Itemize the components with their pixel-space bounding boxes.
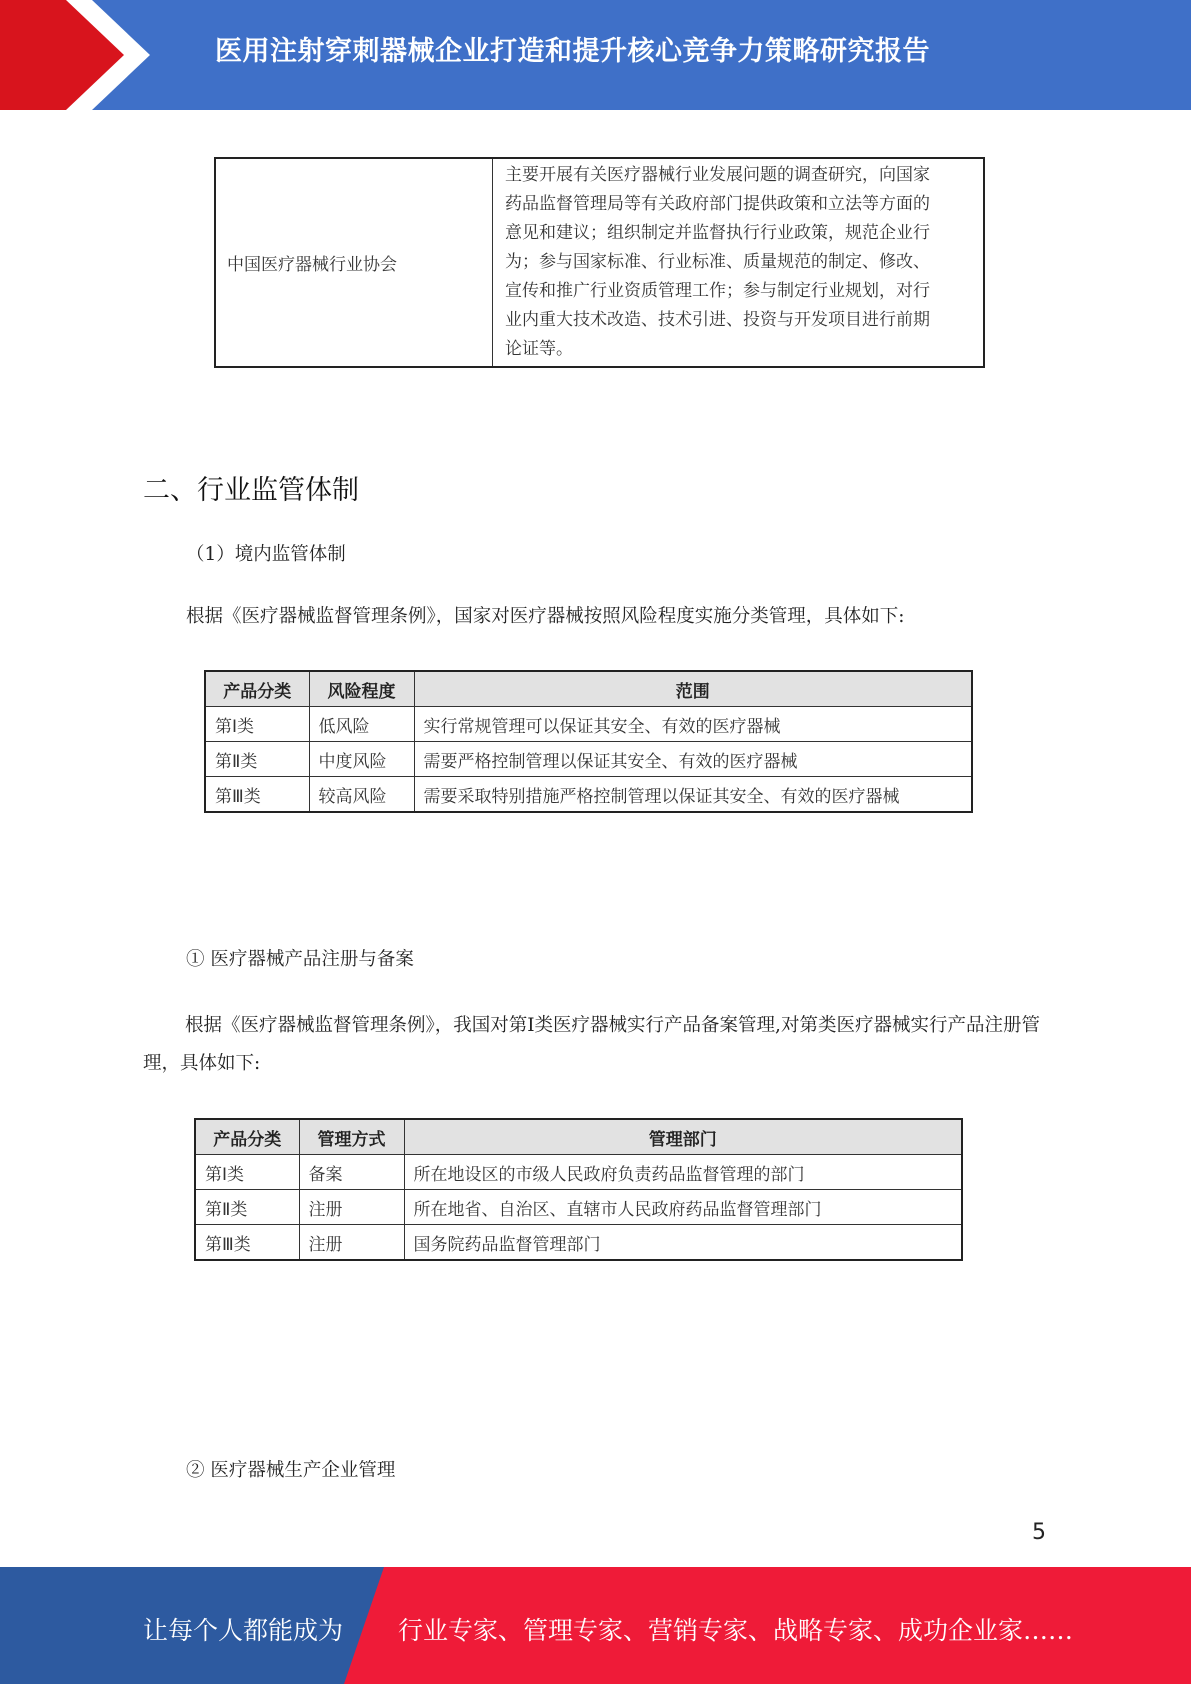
table-cell: 第Ⅱ类 [205, 742, 309, 777]
page-footer [0, 1567, 1191, 1684]
table-cell: 备案 [299, 1155, 404, 1190]
header-arrow-decoration [0, 0, 160, 110]
duty-line: 药品监督管理局等有关政府部门提供政策和立法等方面的 [505, 194, 930, 214]
table-row [205, 777, 972, 813]
column-header: 产品分类 [205, 671, 309, 707]
table-cell: 注册 [299, 1190, 404, 1225]
intro-paragraph: 根据《医疗器械监督管理条例》，国家对医疗器械按照风险程度实施分类管理，具体如下: [186, 606, 905, 627]
table-cell: 低风险 [309, 707, 414, 742]
page-header [0, 0, 1191, 110]
table-cell: 较高风险 [309, 777, 414, 813]
duty-line: 为；参与国家标准、行业标准、质量规范的制定、修改、 [505, 252, 930, 272]
report-title: 医用注射穿刺器械企业打造和提升核心竞争力策略研究报告 [215, 36, 930, 67]
org-table [214, 157, 985, 368]
duty-line: 主要开展有关医疗器械行业发展问题的调查研究，向国家 [505, 165, 930, 185]
table-cell: 中度风险 [309, 742, 414, 777]
risk-classification-table [204, 670, 973, 813]
item-paragraph: 根据《医疗器械监督管理条例》，我国对第Ⅰ类医疗器械实行产品备案管理,对第类医疗器械实行产品注册管理，具体如下: [143, 1015, 1040, 1074]
table-row [195, 1190, 962, 1225]
table-cell: 所在地设区的市级人民政府负责药品监督管理的部门 [404, 1155, 962, 1190]
table-header-row [195, 1119, 962, 1155]
subheading: （1）境内监管体制 [186, 544, 346, 565]
footer-slogan-left: 让每个人都能成为 [143, 1616, 344, 1645]
table-cell: 第Ⅲ类 [205, 777, 309, 813]
table-cell: 所在地省、自治区、直辖市人民政府药品监督管理部门 [404, 1190, 962, 1225]
duty-line: 论证等。 [505, 339, 573, 359]
registration-table [194, 1118, 963, 1261]
table-cell: 第Ⅲ类 [195, 1225, 299, 1261]
column-header: 产品分类 [195, 1119, 299, 1155]
table-cell: 第Ⅰ类 [205, 707, 309, 742]
table-row [195, 1155, 962, 1190]
duty-line: 业内重大技术改造、技术引进、投资与开发项目进行前期 [505, 310, 930, 330]
table-row [205, 742, 972, 777]
column-header: 范围 [414, 671, 972, 707]
duty-line: 意见和建议；组织制定并监督执行行业政策，规范企业行 [505, 223, 930, 243]
column-header: 管理方式 [299, 1119, 404, 1155]
table-cell: 国务院药品监督管理部门 [404, 1225, 962, 1261]
table-cell: 注册 [299, 1225, 404, 1261]
org-duties-cell [493, 158, 985, 367]
duty-line: 宣传和推广行业资质管理工作；参与制定行业规划，对行 [505, 281, 930, 301]
footer-slogan-right: 行业专家、管理专家、营销专家、战略专家、成功企业家…… [398, 1616, 1074, 1645]
item-title: ② 医疗器械生产企业管理 [186, 1460, 396, 1481]
table-cell: 需要严格控制管理以保证其安全、有效的医疗器械 [414, 742, 972, 777]
column-header: 风险程度 [309, 671, 414, 707]
page-number: 5 [1032, 1520, 1046, 1545]
table-row [205, 707, 972, 742]
table-cell: 第Ⅱ类 [195, 1190, 299, 1225]
table-header-row [205, 671, 972, 707]
item-title: ① 医疗器械产品注册与备案 [186, 949, 414, 970]
table-row [195, 1225, 962, 1261]
table-cell: 实行常规管理可以保证其安全、有效的医疗器械 [414, 707, 972, 742]
org-name-cell: 中国医疗器械行业协会 [215, 158, 493, 367]
table-cell: 需要采取特别措施严格控制管理以保证其安全、有效的医疗器械 [414, 777, 972, 813]
table-row [215, 158, 984, 367]
table-cell: 第Ⅰ类 [195, 1155, 299, 1190]
column-header: 管理部门 [404, 1119, 962, 1155]
section-heading: 二、行业监管体制 [143, 475, 359, 506]
